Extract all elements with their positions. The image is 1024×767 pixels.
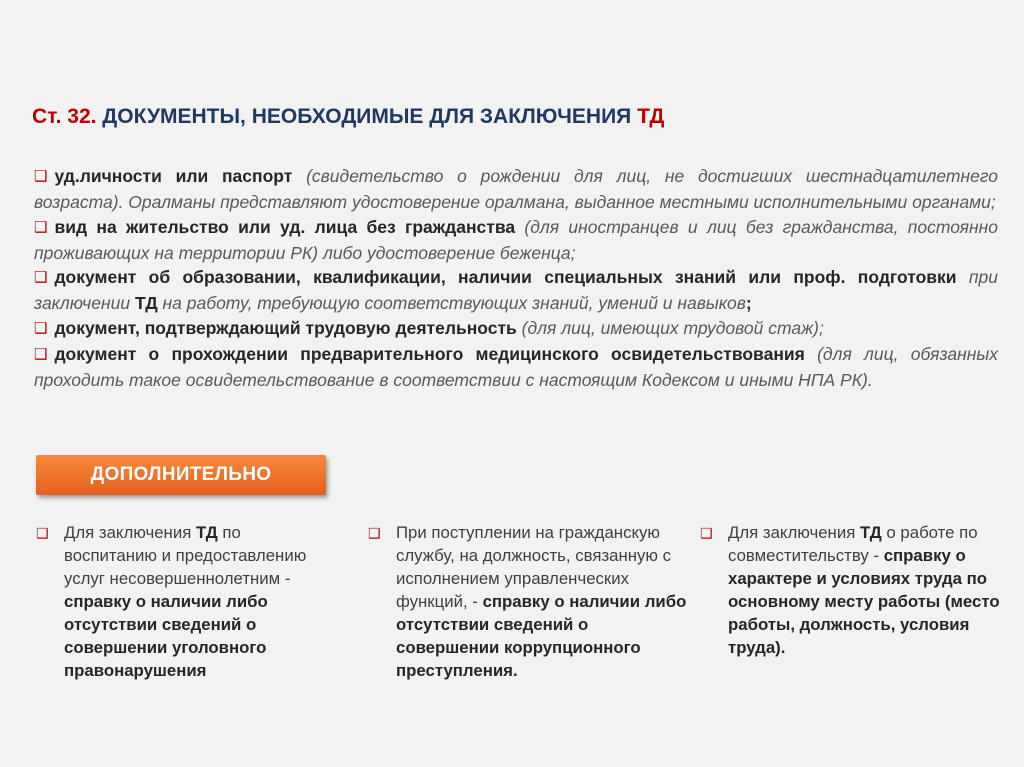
title-main: ДОКУМЕНТЫ, НЕОБХОДИМЫЕ ДЛЯ ЗАКЛЮЧЕНИЯ	[96, 105, 638, 128]
list-item: ❑ уд.личности или паспорт (свидетельство о рождении для лиц, не достигших шестнадцатилетнего возраста). Оралманы представляют удостоверение оралмана, выданное местными исполнительными органами;	[34, 166, 999, 213]
column-text: При поступлении на гражданскую службу, на должность, связанную с исполнением управленческих функций, - справку о наличии либо отсутствии сведений о совершении коррупционного преступления.	[396, 523, 687, 680]
column-text: Для заключения ТД по воспитанию и предоставлению услуг несовершеннолетним - справку о наличии либо отсутствии сведений о совершении уголовного правонарушения	[64, 523, 307, 680]
additional-column-minors	[36, 521, 336, 682]
list-item: ❑ документ об образовании, квалификации, наличии специальных знаний или проф. подготовки при заключении ТД на работу, требующую соответствующих знаний, умений и навыков;	[34, 267, 998, 314]
list-item: ❑ вид на жительство или уд. лица без гражданства (для иностранцев и лиц без гражданства, постоянно проживающих на территории РК) либо удостоверение беженца;	[34, 216, 998, 263]
additional-column-part-time	[700, 521, 1000, 659]
additional-column-civil-service	[368, 521, 688, 682]
list-item: ❑ документ о прохождении предварительного медицинского освидетельствования (для лиц, обязанных проходить такое освидетельствование в соответствии с настоящим Кодексом и иными НПА РК).	[34, 344, 999, 391]
slide-title	[32, 105, 664, 129]
checkbox-bullet-icon: ❑	[34, 319, 48, 337]
checkbox-bullet-icon: ❑	[34, 269, 48, 287]
title-accent: ТД	[637, 105, 665, 128]
column-text: Для заключения ТД о работе по совместительству - справку о характере и условиях труда по основному месту работы (место работы, должность, условия труда).	[728, 523, 1000, 657]
list-item: ❑ документ, подтверждающий трудовую деятельность (для лиц, имеющих трудовой стаж);	[34, 316, 998, 342]
checkbox-bullet-icon: ❑	[34, 218, 48, 236]
checkbox-bullet-icon: ❑	[36, 525, 49, 541]
document-list	[34, 164, 998, 393]
checkbox-bullet-icon: ❑	[700, 525, 713, 541]
checkbox-bullet-icon: ❑	[34, 346, 48, 364]
title-article: Ст. 32.	[32, 105, 97, 128]
checkbox-bullet-icon: ❑	[34, 168, 48, 185]
additional-button[interactable]: ДОПОЛНИТЕЛЬНО	[36, 455, 326, 495]
checkbox-bullet-icon: ❑	[368, 525, 381, 541]
